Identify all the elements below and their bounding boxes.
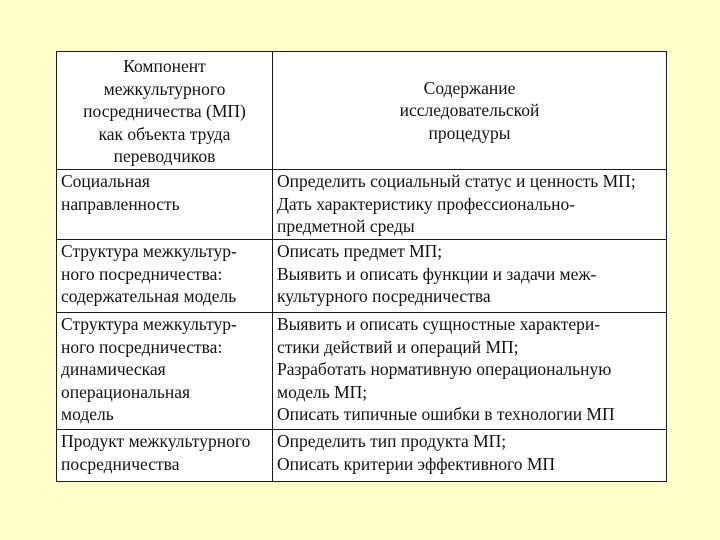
content-line: Описать типичные ошибки в технологии МП <box>277 404 615 424</box>
component-line: модель <box>61 404 114 424</box>
content-cell <box>273 313 667 430</box>
content-line: Определить тип продукта МП; <box>277 431 507 451</box>
content-line: Разработать нормативную операциональную <box>277 359 612 379</box>
header-component-line: переводчиков <box>113 146 216 166</box>
component-cell <box>57 170 273 240</box>
content-line: Определить социальный статус и ценность МП; <box>277 171 636 191</box>
content-line: Выявить и описать функции и задачи меж- <box>277 263 597 284</box>
header-component-line: межкультурного <box>103 78 226 99</box>
component-line: посредничества <box>61 453 180 474</box>
content-line: Описать критерии эффективного МП <box>277 453 556 474</box>
header-content-line: исследовательской <box>399 100 540 121</box>
component-line: операциональная <box>61 381 191 402</box>
component-line: Социальная <box>61 171 150 191</box>
content-line: Выявить и описать сущностные характери- <box>277 314 601 334</box>
component-line: Продукт межкультурного <box>61 431 251 451</box>
header-content-line: Содержание <box>423 77 516 98</box>
component-line: содержательная модель <box>61 286 237 306</box>
component-cell <box>57 430 273 482</box>
content-cell <box>273 170 667 240</box>
content-line: Описать предмет МП; <box>277 241 443 261</box>
content-line: предметной среды <box>277 216 415 236</box>
content-line: модель МП; <box>277 381 368 402</box>
content-line: культурного посредничества <box>277 286 491 306</box>
header-component-line: посредничества (МП) <box>83 101 246 121</box>
research-procedure-table <box>56 51 667 482</box>
content-line: стики действий и операций МП; <box>277 336 519 357</box>
table-row <box>57 313 667 430</box>
component-line: Структура межкультур- <box>61 314 237 334</box>
content-line: Дать характеристику профессионально- <box>277 193 576 214</box>
header-content-line: процедуры <box>428 122 511 143</box>
component-line: Структура межкультур- <box>61 241 237 261</box>
component-cell <box>57 313 273 430</box>
component-line: ного посредничества: <box>61 263 223 284</box>
component-cell <box>57 240 273 313</box>
header-component-line: как объекта труда <box>98 123 231 144</box>
header-component-cell <box>57 52 273 170</box>
content-cell <box>273 430 667 482</box>
component-line: ного посредничества: <box>61 336 223 357</box>
table-row <box>57 170 667 240</box>
table-row <box>57 240 667 313</box>
header-component-line: Компонент <box>123 56 206 76</box>
content-cell <box>273 240 667 313</box>
table-row <box>57 430 667 482</box>
table-header-row <box>57 52 667 170</box>
component-line: динамическая <box>61 359 166 379</box>
component-line: направленность <box>61 193 180 214</box>
header-content-cell <box>273 52 667 170</box>
